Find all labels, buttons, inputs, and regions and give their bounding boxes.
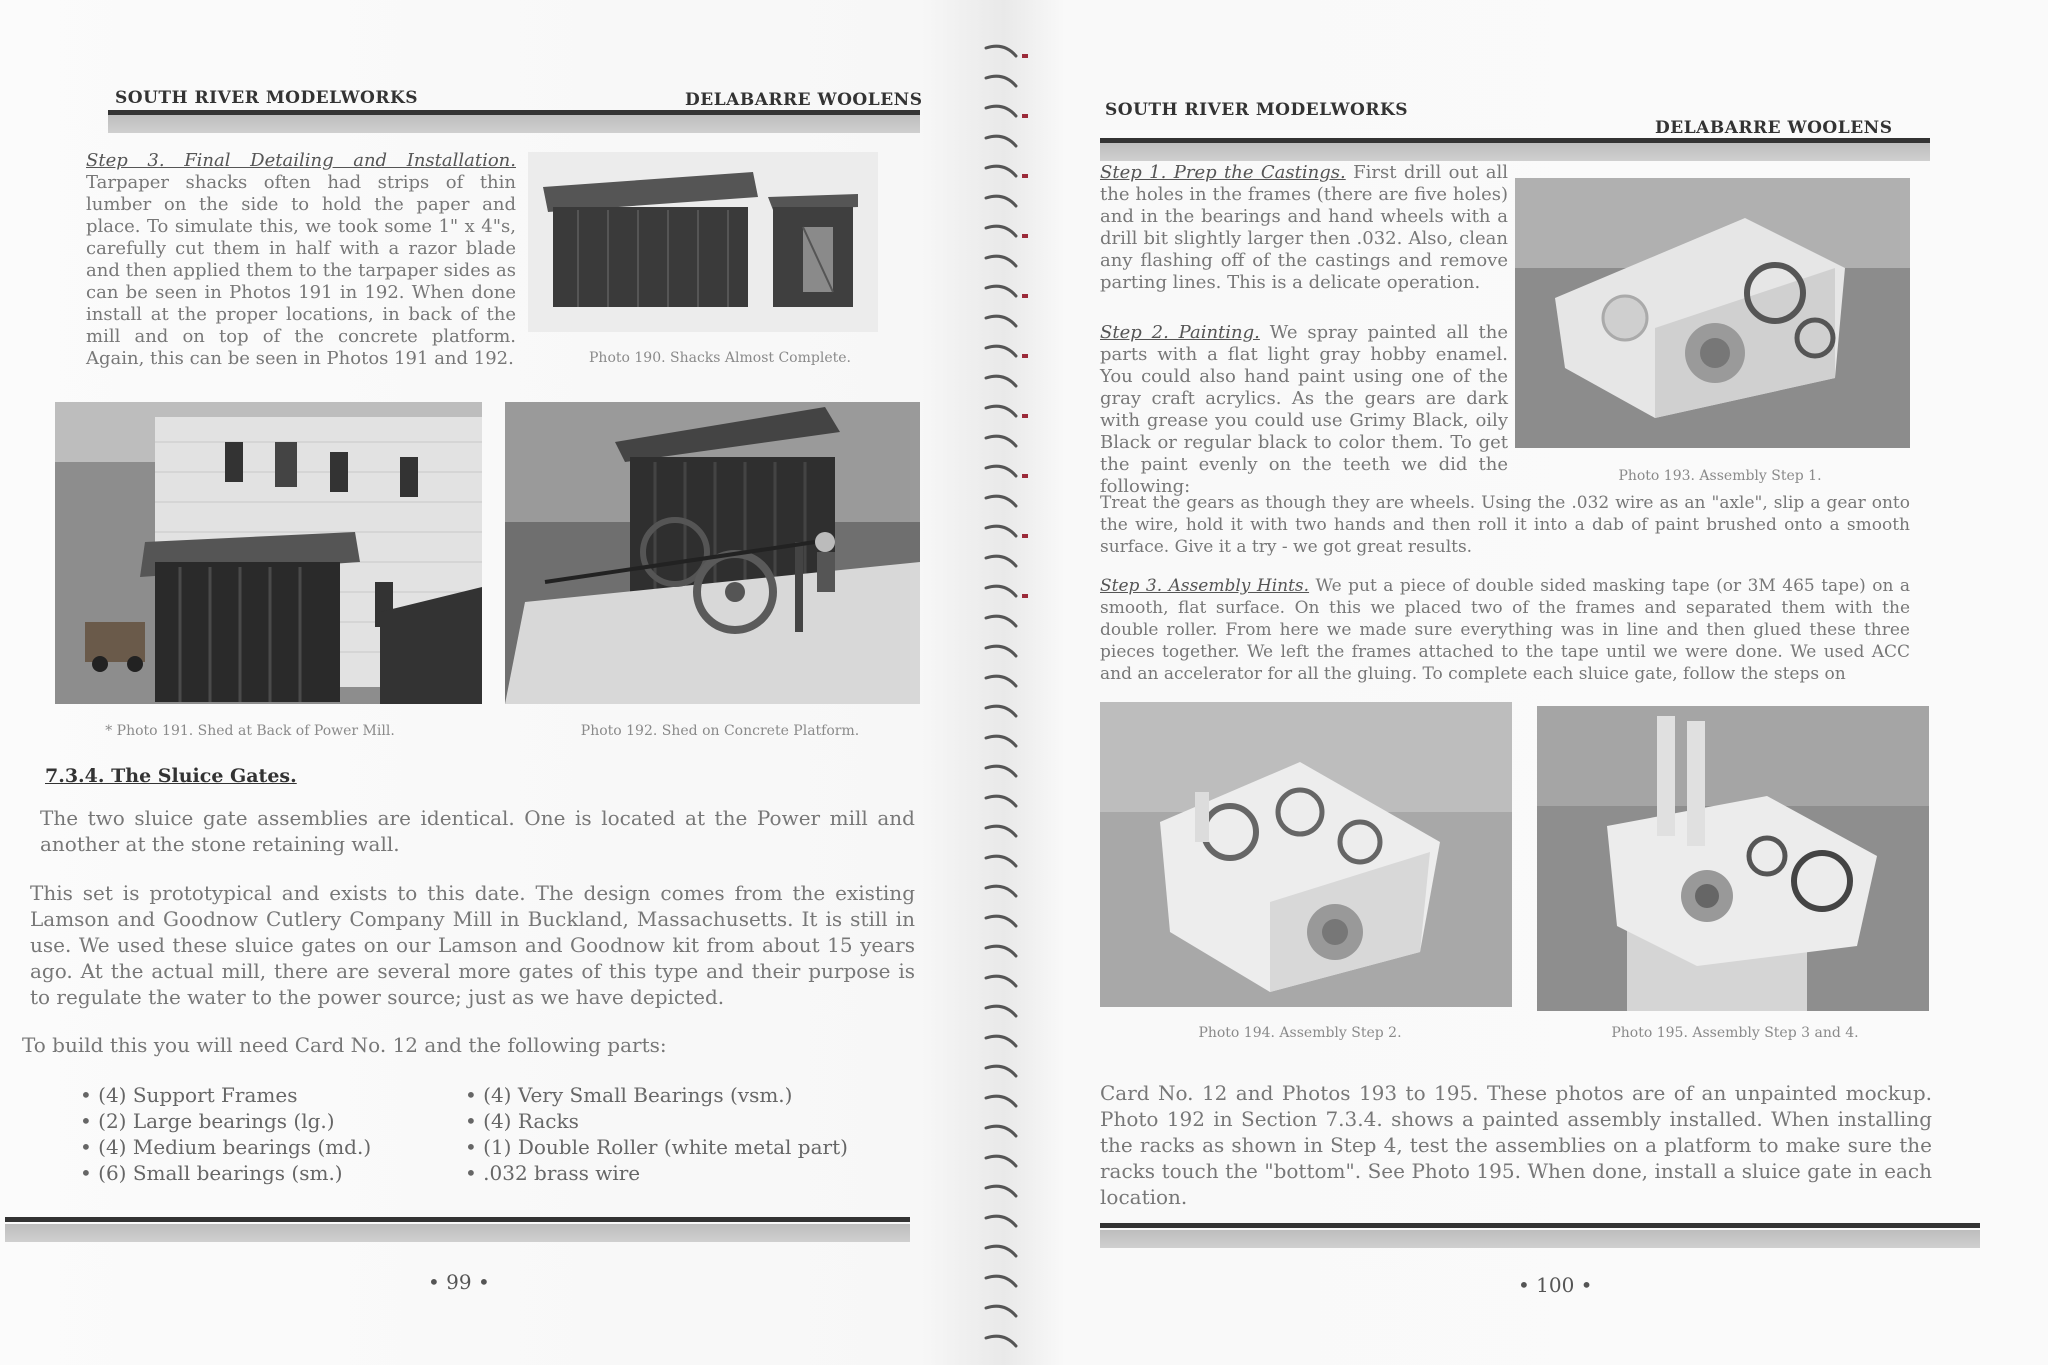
parts-item: • .032 brass wire <box>465 1160 885 1186</box>
spiral-binding <box>978 40 1038 1360</box>
parts-item: • (6) Small bearings (sm.) <box>80 1160 450 1186</box>
para-2: This set is prototypical and exists to this date. The design comes from the existing Lamson and Goodnow Cutlery Company Mill in Buckland, Massachusetts. It is still in use. We used these sluice gates on our Lamson and Goodnow kit from about 15 years ago. At the actual mill, there are several more gates of this type and their purpose is to regulate the water to the power source; just as we have depicted. <box>30 881 915 1009</box>
footer-band <box>5 1224 910 1242</box>
step3-block <box>1100 575 1910 685</box>
photo-195 <box>1537 706 1929 1011</box>
header-left: SOUTH RIVER MODELWORKS <box>115 88 419 108</box>
photo-194-image <box>1100 702 1512 1007</box>
step3-lead: Step 3. Assembly Hints. <box>1100 576 1310 596</box>
right-page <box>1060 0 2048 1365</box>
step1-text: First drill out all the holes in the frames (there are five holes) and in the bearings and hand wheels with a drill bit slightly larger then .032. Also, clean any flashing off of the castings and remove parting lines. This is a delicate operation. <box>1100 162 1508 293</box>
step2-block <box>1100 322 1508 498</box>
photo-191 <box>55 402 482 704</box>
photo-193-image <box>1515 178 1910 448</box>
closing-text: Card No. 12 and Photos 193 to 195. These photos are of an unpainted mockup. Photo 192 in Section 7.3.4. shows a painted assembly installed. When installing the racks as shown in Step 4, test the assemblies on a platform to make sure the racks touch the "bottom". See Photo 195. When done, install a sluice gate in each location. <box>1100 1081 1932 1209</box>
parts-item: • (4) Support Frames <box>80 1082 450 1108</box>
photo-190-image <box>528 152 878 332</box>
parts-list-col2 <box>465 1082 885 1186</box>
parts-item: • (4) Medium bearings (md.) <box>80 1134 450 1160</box>
page-number: • 99 • <box>428 1270 490 1294</box>
step3-text: Tarpaper shacks often had strips of thin lumber on the side to hold the paper and place. To simulate this, we took some 1" x 4"s, carefully cut them in half with a razor blade and then applied them to the tarpaper sides as can be seen in Photos 191 in 192. When done install at the proper locations, in back of the mill and on top of the concrete platform. Again, this can be seen in Photos 191 and 192. <box>86 172 516 369</box>
parts-item: • (2) Large bearings (lg.) <box>80 1108 450 1134</box>
step1-block <box>1100 162 1508 294</box>
para-3: To build this you will need Card No. 12 and the following parts: <box>22 1033 667 1057</box>
footer-band <box>1100 1230 1980 1248</box>
left-page <box>0 0 970 1365</box>
section-title: 7.3.4. The Sluice Gates. <box>45 765 297 787</box>
parts-item: • (1) Double Roller (white metal part) <box>465 1134 885 1160</box>
step2-text: We spray painted all the parts with a flat light gray hobby enamel. You could also hand paint using one of the gray craft acrylics. As the gears are dark with grease you could use Grimy Black, oily Black or regular black to color them. To get the paint evenly on the teeth we did the following: <box>1100 322 1508 497</box>
header-band <box>1100 143 1930 161</box>
photo-194 <box>1100 702 1512 1007</box>
step3-block <box>86 150 516 370</box>
photo-193 <box>1515 178 1910 448</box>
photo-192 <box>505 402 920 704</box>
photo-191-caption: * Photo 191. Shed at Back of Power Mill. <box>105 723 395 739</box>
parts-list-col1 <box>80 1082 450 1186</box>
page-number: • 100 • <box>1518 1273 1593 1297</box>
treat-text: Treat the gears as though they are wheels. Using the .032 wire as an "axle", slip a gear onto the wire, hold it with two hands and then roll it into a dab of paint brushed onto a smooth surface. Give it a try - we got great results. <box>1100 493 1910 557</box>
header-right: DELABARRE WOOLENS <box>1655 118 1893 138</box>
photo-193-caption: Photo 193. Assembly Step 1. <box>1618 468 1822 484</box>
footer-rule <box>5 1217 910 1222</box>
para-1: The two sluice gate assemblies are identical. One is located at the Power mill and another at the stone retaining wall. <box>40 806 915 856</box>
photo-192-caption: Photo 192. Shed on Concrete Platform. <box>580 723 860 739</box>
step3-lead: Step 3. Final Detailing and Installation. <box>86 150 516 171</box>
footer-rule <box>1100 1223 1980 1228</box>
photo-190-caption: Photo 190. Shacks Almost Complete. <box>589 350 851 366</box>
step2-lead: Step 2. Painting. <box>1100 322 1260 343</box>
photo-190 <box>528 152 878 332</box>
photo-191-image <box>55 402 482 704</box>
photo-194-caption: Photo 194. Assembly Step 2. <box>1198 1025 1402 1041</box>
parts-item: • (4) Racks <box>465 1108 885 1134</box>
photo-192-image <box>505 402 920 704</box>
header-right: DELABARRE WOOLENS <box>685 90 923 110</box>
step3-text: We put a piece of double sided masking tape (or 3M 465 tape) on a smooth, flat surface. On this we placed two of the frames and separated them with the double roller. From here we made sure everything was in line and then glued these three pieces together. We left the frames attached to the tape until we were done. We used ACC and an accelerator for all the gluing. To complete each sluice gate, follow the steps on <box>1100 576 1910 684</box>
step1-lead: Step 1. Prep the Castings. <box>1100 162 1346 183</box>
header-band <box>108 115 920 133</box>
photo-195-caption: Photo 195. Assembly Step 3 and 4. <box>1611 1025 1859 1041</box>
header-left: SOUTH RIVER MODELWORKS <box>1105 100 1409 120</box>
photo-195-image <box>1537 706 1929 1011</box>
parts-item: • (4) Very Small Bearings (vsm.) <box>465 1082 885 1108</box>
